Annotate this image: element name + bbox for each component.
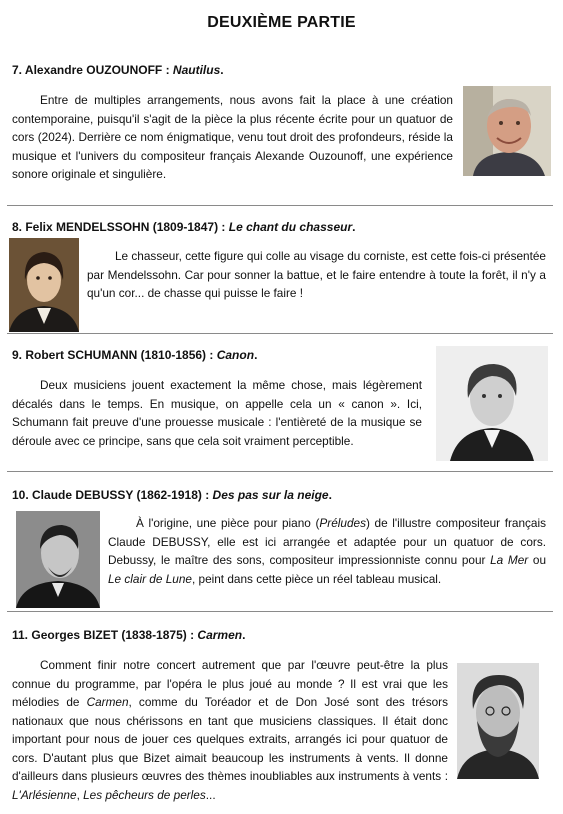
section-text-ouzounoff bbox=[12, 91, 453, 184]
text-run-italic: Les pêcheurs de perles bbox=[83, 787, 206, 802]
text-run: Comment finir notre concert autrement que par l'œuvre peut-être la plus connue du programme, par l'opéra le plus joué au monde ? Il est vrai que les mélodies de bbox=[12, 658, 448, 709]
section-heading-schumann bbox=[12, 348, 257, 363]
portrait-mendelssohn bbox=[9, 238, 79, 332]
portrait-debussy bbox=[16, 511, 100, 608]
heading-work-title: Le chant du chasseur bbox=[228, 220, 353, 234]
section-text: Le chasseur, cette figure qui colle au visage du corniste, est cette fois-ci présentée par Mendelssohn. Car pour sonner la battue, et le faire entendre à toute la forêt, il n'y a qu'un cor... de chasse qui puisse le faire ! bbox=[87, 249, 546, 300]
section-heading-mendelssohn bbox=[12, 220, 355, 235]
text-run-italic: Carmen bbox=[86, 695, 129, 709]
text-run-italic: La Mer bbox=[490, 553, 529, 567]
section-divider bbox=[7, 205, 553, 206]
text-run: , bbox=[76, 787, 84, 802]
section-text-schumann bbox=[12, 376, 422, 450]
section-heading-bizet bbox=[12, 628, 245, 643]
section-text-mendelssohn bbox=[87, 247, 546, 303]
text-run: , peint dans cette pièce un réel tableau musical. bbox=[191, 571, 442, 586]
heading-composer: 10. Claude DEBUSSY (1862-1918) : bbox=[12, 488, 213, 502]
portrait-ouzounoff bbox=[463, 86, 551, 176]
section-heading-ouzounoff bbox=[12, 63, 224, 78]
heading-work-title: Des pas sur la neige bbox=[212, 488, 329, 502]
text-run: ... bbox=[205, 787, 216, 802]
text-run-italic: Le clair de Lune bbox=[108, 571, 192, 586]
heading-composer: 8. Felix MENDELSSOHN (1809-1847) : bbox=[12, 220, 229, 234]
section-text-bizet bbox=[12, 656, 448, 804]
text-run-italic: L'Arlésienne bbox=[12, 787, 77, 802]
section-divider bbox=[7, 611, 553, 612]
section-divider bbox=[7, 333, 553, 334]
portrait-bizet bbox=[457, 663, 539, 779]
heading-composer: 7. Alexandre OUZOUNOFF : bbox=[12, 63, 173, 77]
heading-composer: 9. Robert SCHUMANN (1810-1856) : bbox=[12, 348, 217, 362]
page-title: DEUXIÈME PARTIE bbox=[207, 14, 356, 31]
section-divider bbox=[7, 471, 553, 472]
section-text-debussy bbox=[108, 514, 546, 588]
heading-end: . bbox=[352, 220, 356, 234]
heading-end: . bbox=[220, 63, 224, 77]
section-text: Deux musiciens jouent exactement la même chose, mais légèrement décalés dans le temps. En musique, on appelle cela un « canon ». Ici, Schumann fait preuve d'une prouesse musicale : l'entièreté de la musique se déroule avec ce principe, sans que cela soit vraiment perceptible. bbox=[12, 378, 422, 448]
portrait-schumann bbox=[436, 346, 548, 461]
text-run-italic: Préludes bbox=[319, 516, 366, 530]
text-run: ou bbox=[528, 553, 547, 567]
heading-work-title: Canon bbox=[216, 348, 255, 362]
heading-work-title: Nautilus bbox=[172, 63, 221, 77]
heading-work-title: Carmen bbox=[197, 628, 243, 642]
section-text: Entre de multiples arrangements, nous avons fait la place à une création contemporaine, puisqu'il s'agit de la pièce la plus récente écrite pour un quatuor de cors (2024). Derrière ce nom énigmatique, venu tout droit des profondeurs, réside la musique et l'univers du compositeur français Alexande Ouzounoff, une expérience sonore originale et singulière. bbox=[12, 93, 453, 181]
heading-end: . bbox=[254, 348, 258, 362]
text-run: À l'origine, une pièce pour piano ( bbox=[136, 516, 320, 530]
heading-composer: 11. Georges BIZET (1838-1875) : bbox=[12, 628, 198, 642]
text-run: ) de l'illustre compositeur français Claude DEBUSSY, elle est ici arrangée et adaptée pour un quatuor de cors. Debussy, le maître des sons, compositeur impressionniste connu pour bbox=[108, 516, 546, 567]
section-heading-debussy bbox=[12, 488, 332, 503]
heading-end: . bbox=[242, 628, 246, 642]
text-run: , comme du Toréador et de Don José sont des trésors nationaux que nous chérissons en tant que musiciens classiques. Il était donc important pour nous de jouer ces quelques extraits, arrangés ici pour quatuor de cors. D'autant plus que Bizet aimait beaucoup les instruments à vents. Il donne d'ailleurs dans plusieurs œuvres des thèmes inoubliables aux instruments à vents : bbox=[12, 695, 448, 783]
heading-end: . bbox=[328, 488, 332, 502]
